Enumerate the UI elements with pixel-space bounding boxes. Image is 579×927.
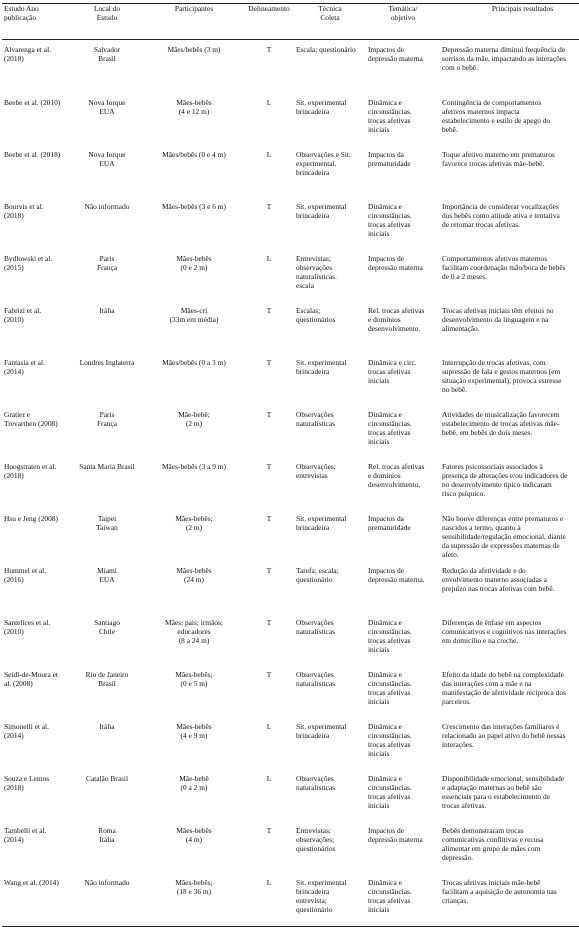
cell-results: Importância de considerar vocalizações dos bebês como atitude ativa e tentativa de retomar trocas afetivas. [442,202,560,229]
cell-study: Beebe et al. (2010) [4,98,61,107]
cell-theme: Rel. trocas afetivas e domínios desenvolvimento. [368,306,425,333]
cell-participants: Mães-bebês; (18 e 36 m) [144,874,244,927]
cell-results: Diferenças de ênfase em aspectos comunicativos e cognitivos nas interações em domicílio e na creche. [442,618,567,645]
header-study: Estudo Ano publicação [2,4,70,40]
cell-location: Paris França [96,254,118,272]
cell-theme: Dinâmica e circunstâncias. trocas afetivas iniciais [368,618,412,654]
cell-study: Fantasia et al. (2014) [4,358,45,376]
cell-technique: Sit. experimental brincadeira [296,202,347,220]
cell-location: Miami EUA [97,566,117,584]
cell-participants: Mães-bebês; (2 m) [175,514,213,532]
table-row [2,666,579,718]
cell-technique: Sit. experimental brincadeira entrevista; questionário [294,874,366,927]
cell-location: Itália [99,306,115,315]
cell-location: Não informado [84,202,130,211]
cell-location: Salvador Brasil [93,45,121,63]
cell-location: Santiago Chile [94,618,120,636]
cell-location: Nova Iorque EUA [88,98,126,116]
cell-theme: Impactos de depressão materna [368,45,423,63]
cell-location: Nova Iorque EUA [88,150,126,168]
cell-theme: Dinâmica e circunstâncias. trocas afetivas iniciais [368,670,412,706]
cell-study: Souza e Lemos (2018) [4,774,50,792]
cell-results: Depressão materna diminui frequência de sorrisos da mãe, impactando as interações com o bebê. [442,45,566,72]
cell-results: Trocas afetivas iniciais têm efeitos no desenvolvimento da linguagem e na alimentação. [442,306,554,333]
cell-participants: Mães-bebês; (0 e 5 m) [175,670,213,688]
table-row [2,510,579,562]
table-row [2,354,579,406]
cell-study: Gratier e Trevarthen (2008) [4,410,58,428]
cell-design: L [266,722,272,731]
cell-technique: Observações naturalísticas [296,410,335,428]
table-row [2,614,579,666]
cell-results: Atividades de musicalização favorecem estabelecimento de trocas afetivas mãe- bebê, em bebês de dois meses. [442,410,560,437]
table-row [2,250,579,302]
cell-technique: Sit. experimental brincadeira [296,514,347,532]
cell-participants: Mães-bebês (3 a 9 m) [161,462,227,471]
cell-results: Disponibilidade emocional, sensibilidade e adaptação maternas ao bebê são essenciais para o estabelecimento de trocas afetivas. [442,774,565,810]
cell-results: Contingência de comportamentos afetivos maternos impacta estabelecimento e estilo de apego do bebê. [442,98,551,134]
cell-design: T [266,306,272,315]
cell-study: Seidl-de-Moura et al. (2008) [4,670,58,688]
cell-participants: Mães/bebês (0 e 4 m) [162,150,226,159]
cell-technique: Observações naturalísticas [296,670,335,688]
cell-theme: Impactos de depressão materna [368,254,423,272]
results-table [2,3,579,927]
cell-technique: Sit. experimental brincadeira [296,98,347,116]
cell-study: Bydlowski et al. (2015) [4,254,53,272]
cell-results: Trocas afetivas iniciais mãe-bebê facilitam a aquisição de autonomia nas crianças. [440,874,579,927]
cell-participants: Mães-bebês (0 e 2 m) [176,254,212,272]
cell-results: Fatores psicossociais associados à presença de alterações e/ou indicadores de no desenvolvimento típico indicaram risco psíquico. [442,462,568,498]
cell-technique: Observações; entrevistas [296,462,336,480]
table-row [2,94,579,146]
cell-theme: Impactos de depressão materna. [368,566,425,584]
cell-theme: Impactos de depressão materna [368,826,423,844]
cell-technique: Escalas; questionários [296,306,336,324]
cell-technique: Tarefa; escala; questionário [296,566,339,584]
cell-design: L [266,774,272,783]
cell-theme: Dinâmica e circunstâncias. trocas afetivas iniciais [368,722,412,758]
cell-study: Hsu e Jeng (2008) [4,514,58,523]
cell-design: T [266,410,272,419]
header-participants: Participantes [144,4,244,40]
cell-technique: Observações naturalísticas [296,774,335,792]
cell-study: Beebe et al. (2018) [4,150,61,159]
cell-theme: Dinâmica e circunstâncias. trocas afetivas iniciais [368,774,412,810]
cell-location: Londres Inglaterra [79,358,135,367]
cell-participants: Mães-bebês (4 m) [176,826,212,844]
cell-technique: Observações naturalísticas [296,618,335,636]
cell-study: Santelices et al. (2010) [4,618,51,636]
cell-study: Fabrizi et al. (2010) [4,306,42,324]
cell-study: Simonelli et al. (2014) [4,722,49,740]
cell-design: T [266,618,272,627]
cell-location: Taipei Taiwan [96,514,118,532]
cell-study: Hoogstraten et al. (2018) [4,462,57,480]
cell-design: T [266,566,272,575]
cell-technique: Sit. experimental brincadeira [296,358,347,376]
cell-technique: Entrevistas; observações; questionários [296,826,336,853]
cell-location: Não informado [70,874,144,927]
cell-design: T [266,202,272,211]
cell-participants: Mães-bebês (3 e 6 m) [161,202,227,211]
cell-technique: Observações e Sit. experimental. brincadeira [296,150,351,177]
header-technique: Técnica Coleta [294,4,366,40]
cell-design: L [266,98,272,107]
cell-design: L [266,254,272,263]
cell-study: Hummel et al. (2016) [4,566,47,584]
cell-results: Efeito da idade do bebê na complexidade das interações com a mãe e na manifestação de afetividade recíproca dos parceiros. [442,670,566,706]
table-row [2,822,579,874]
header-theme: Temática/ objetivo [366,4,440,40]
cell-theme: Impactos da prematuridade [368,514,411,532]
cell-design: T [266,462,272,471]
cell-design: T [266,826,272,835]
cell-location: Catalão Brasil [85,774,129,783]
cell-participants: Mães/bebês (3 m) [167,45,221,54]
cell-participants: Mães-cri (33m em média) [169,306,219,324]
cell-study: Wang et al. (2014) [2,874,70,927]
cell-design: L [244,874,294,927]
cell-technique: Sit. experimental brincadeira [296,722,347,740]
cell-location: Santa Maria Brasil [79,462,135,471]
cell-participants: Mães-bebês (4 e 9 m) [176,722,212,740]
cell-results: Bebês demonstraram trocas comunicativas conflitivas e recusa alimentar em grupo de mães com depressão. [442,826,544,862]
table-row [2,718,579,770]
cell-theme: Dinâmica e circ. trocas afetivas iniciais [368,358,417,385]
cell-results: Crescimento das interações familiares é relacionado ao papel ativo do bebê nessas interações. [442,722,566,749]
cell-theme: Dinâmica e circunstâncias. trocas afetivas iniciais [368,202,412,238]
cell-results: Interrupção de trocas afetivas, com supressão de fala e gestos maternos (em situação experimental), provoca estresse no bebê. [442,358,562,394]
cell-location: Roma Itália [98,826,116,844]
cell-design: T [266,514,272,523]
table-row [2,40,579,95]
table-body [2,40,579,927]
cell-participants: Mães-bebês (24 m) [176,566,212,584]
table-row [2,146,579,198]
table-row [2,562,579,614]
table-row [2,770,579,822]
table-row [2,198,579,250]
cell-theme: Impactos da prematuridade [368,150,411,168]
cell-study: Tambelli et al. (2014) [4,826,47,844]
table-row [2,406,579,458]
header-location: Local do Estudo [70,4,144,40]
cell-results: Toque afetivo materno em prematuros favorece trocas afetivas mãe-bebê. [442,150,555,168]
table-row [2,874,579,927]
cell-technique: Escala; questionário [296,45,356,54]
table-header-row [2,4,579,40]
cell-participants: Mãe-bebê (0 a 2 m) [179,774,209,792]
cell-location: Itália [99,722,115,731]
cell-participants: Mãe-bebê; (2 m) [178,410,210,428]
table-row [2,302,579,354]
cell-technique: Entrevistas; observações naturalísticas. escala [296,254,337,290]
table-row [2,458,579,510]
cell-theme: Rel. trocas afetivas e domínios desenvolvimento. [368,462,425,489]
cell-theme: Dinâmica e circunstâncias. trocas afetivas iniciais [368,410,412,446]
cell-theme: Dinâmica e circunstâncias. trocas afetivas iniciais [366,874,440,927]
cell-design: T [266,358,272,367]
cell-results: Comportamentos afetivos maternos facilitam coordenação mão/boca de bebês de 0 a 2 meses. [442,254,566,281]
cell-design: L [266,150,272,159]
cell-theme: Dinâmica e circunstâncias. trocas afetivas iniciais [368,98,412,134]
cell-study: Alvarenga et al. (2018) [4,45,51,63]
cell-location: Paris França [96,410,118,428]
cell-participants: Mães-bebês (4 e 12 m) [176,98,212,116]
cell-design: T [266,45,272,54]
cell-participants: Mães; pais; irmãos; educadores (8 a 24 m) [165,618,223,645]
cell-results: Não houve diferenças entre prematuros e nascidos a termo, quanto à sensibilidade/regulação emocional, diante da supressão de expressões maternas de afeto. [442,514,566,559]
cell-location: Rio de Janeiro Brasil [85,670,129,688]
header-design: Delineamento [244,4,294,40]
cell-participants: Mães/bebês (0 a 3 m) [162,358,226,367]
cell-results: Redução da afetividade e do envolvimento materno associadas a prejuízo nas trocas afetivas com bebê. [442,566,555,593]
cell-design: T [266,670,272,679]
header-results: Principais resultados [440,4,579,40]
cell-study: Bourvis et al. (2018) [4,202,44,220]
